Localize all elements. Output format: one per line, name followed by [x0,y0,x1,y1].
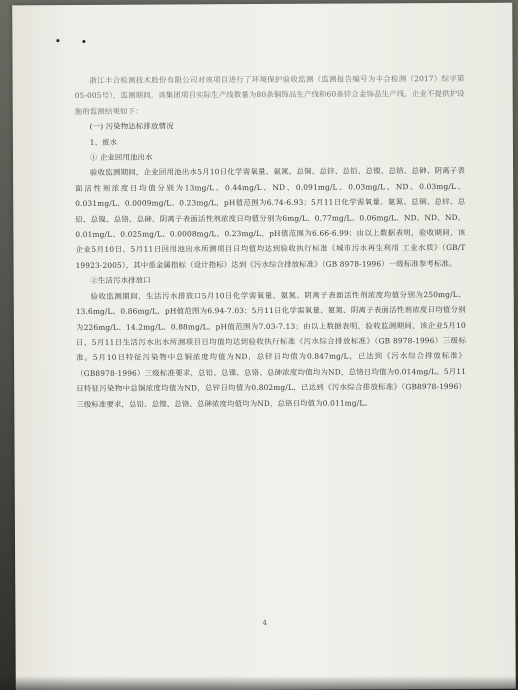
intro-paragraph: 浙江丰合检测技术股份有限公司对该项目进行了环境保护验收监测（监测报告编号为丰合检测（2017）综字第05-005号），监测期间，该集团项目实际生产线数量为80条铜饰品生产线和60条锌合金饰品生产线，企业不提供护设施的监测结果如下： [74,73,465,116]
paragraph-domestic-sewage: 验收监测期间，生活污水排放口5月10日化学需氧量、氨氮、阴离子表面活性剂浓度均值分别为250mg/L、13.6mg/L、0.86mg/L，pH值范围为6.94-7.03；5月11日化学需氧量、氨氮、阴离子表面活性剂浓度日均值分别为226mg/L、14.2mg/L、0.88mg/L，pH值范围为7.03-7.13；由以上数据表明，验收监测期间，该企业5月10日、5月11日生活污水出水所测项目日均值均达到验收执行标准《污水综合排放标准》（GB 8978-1996）三级标准。5月10日特征污染物中总铜浓度均值为ND，总锌日均值为0.847mg/L，已达到《污水综合排放标准》（GB8978-1996）三级标准要求，总铅、总镍、总铬、总砷浓度均值均为ND，总铬日均值为0.014mg/L。5月11日特征污染物中总铜浓度均值为ND，总锌日均值为0.802mg/L，已达到《污水综合排放标准》（GB8978-1996）三级标准要求，总铅、总镍、总铬、总砷浓度均值均为ND，总铬日均值为0.011mg/L。 [75,289,467,409]
document-body [75,71,467,412]
bottom-shadow [0,676,518,690]
binding-hole [82,40,85,43]
item-heading: ① 企业回用池出水 [89,152,153,162]
binding-hole [56,39,59,42]
item-heading-domestic: ②生活污水排放口 [90,275,151,286]
paragraph-reuse-pool: 验收监测期间，企业回用池出水5月10日化学需氧量、氨氮、总铜、总锌、总铅、总镍、总铬、总砷、阴离子表面活性剂浓度日均值分别为13mg/L、0.44mg/L、ND、0.091mg/L、0.03mg/L、ND、0.03mg/L、0.031mg/L、0.0009mg/L、0.23mg/L，pH值范围为6.74-6.93；5月11日化学需氧量、氨氮、总铜、总锌、总铅、总镍、总铬、总砷、阴离子表面活性剂浓度日均值分别为6mg/L、0.77mg/L、0.06mg/L、ND、ND、ND、0.01mg/L、0.025mg/L、0.0008mg/L、0.23mg/L，pH值范围为6.66-6.99；由以上数据表明，验收期间，该企业5月10日、5月11日回用池出水所测项目日均值均达到验收执行标准《城市污水再生利用 工业水质》（GB/T 19923-2005），其中重金属指标（设计指标）达到《污水综合排放标准》（GB 8978-1996）一级标准参考标准。 [75,166,466,270]
document-page [12,3,516,690]
sub-heading: 1、废水 [89,137,118,147]
page-number: 4 [262,618,267,628]
section-heading: (一) 污染物达标排放情况 [89,121,174,132]
